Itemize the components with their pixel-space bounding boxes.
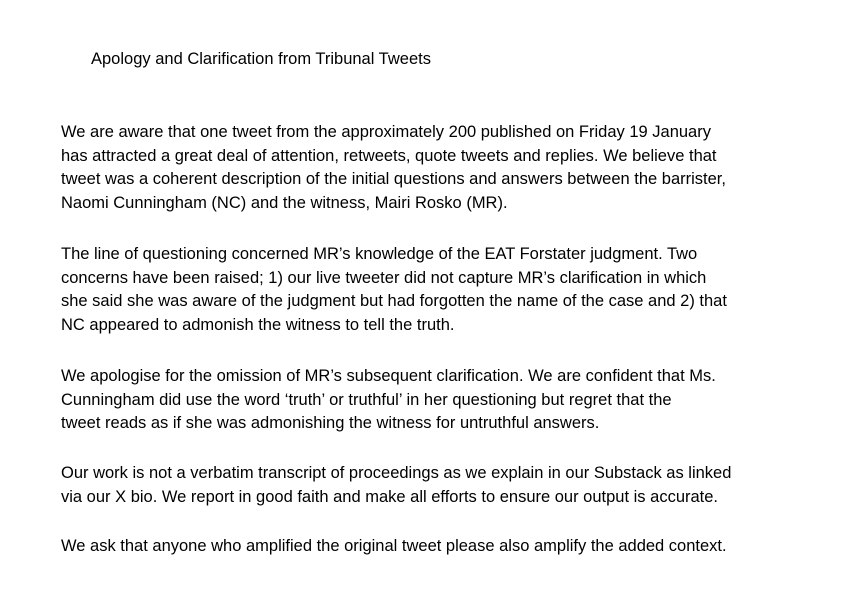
paragraph-1: [61, 121, 851, 215]
paragraph-line: Naomi Cunningham (NC) and the witness, Mairi Rosko (MR).: [61, 193, 508, 212]
paragraph-line: The line of questioning concerned MR’s knowledge of the EAT Forstater judgment. Two: [61, 245, 698, 263]
paragraph-line: We ask that anyone who amplified the original tweet please also amplify the added context.: [61, 537, 727, 555]
paragraph-line: Cunningham did use the word ‘truth’ or truthful’ in her questioning but regret that the: [61, 390, 672, 409]
paragraph-line: Our work is not a verbatim transcript of proceedings as we explain in our Substack as linked: [61, 464, 732, 482]
paragraph-line: tweet reads as if she was admonishing the witness for untruthful answers.: [61, 414, 600, 432]
paragraph-line: via our X bio. We report in good faith and make all efforts to ensure our output is accurate.: [61, 487, 719, 506]
paragraph-line: We apologise for the omission of MR’s subsequent clarification. We are confident that Ms.: [61, 367, 716, 385]
paragraph-line: she said she was aware of the judgment but had forgotten the name of the case and 2) that: [61, 292, 727, 310]
paragraph-3: [61, 365, 851, 436]
paragraph-line: has attracted a great deal of attention, retweets, quote tweets and replies. We believe that: [61, 146, 717, 165]
paragraph-line: We are aware that one tweet from the approximately 200 published on Friday 19 January: [61, 123, 711, 141]
paragraph-5: [61, 535, 851, 559]
paragraph-line: concerns have been raised; 1) our live tweeter did not capture MR’s clarification in which: [61, 268, 707, 287]
document-title: Apology and Clarification from Tribunal Tweets: [91, 50, 431, 68]
paragraph-2: [61, 243, 851, 337]
paragraph-4: [61, 462, 851, 509]
paragraph-line: NC appeared to admonish the witness to tell the truth.: [61, 315, 455, 334]
paragraph-line: tweet was a coherent description of the initial questions and answers between the barrister,: [61, 170, 726, 188]
